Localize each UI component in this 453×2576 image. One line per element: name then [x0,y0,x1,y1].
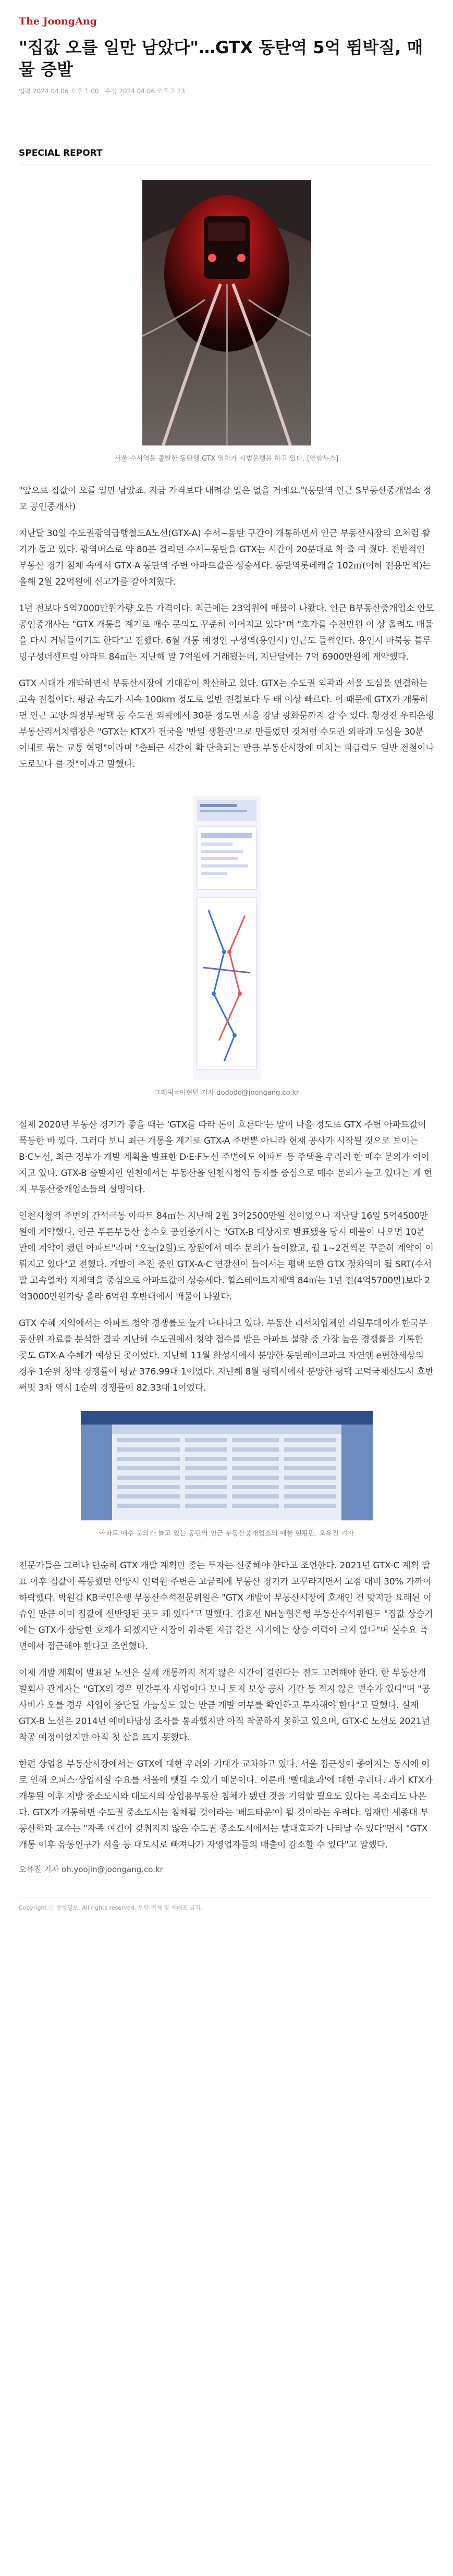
paragraph: GTX 수혜 지역에서는 아파트 청약 경쟁률도 높게 나타나고 있다. 부동산 리서치업체인 리얼투데이가 한국부동산원 자료를 분석한 결과 지난해 수도권에서 청약 접수를 받은 아파트 불량 중 가장 높은 경쟁률을 기록한 곳도 GTX-A 수혜가 예상된 곳이었다. 지난해 11월 화성시에서 분양한 동탄레이크파크 자연앤 e편한세상의 경우 1순위 청약 경쟁률이 평균 376.99대 1이었다. 지난해 8월 평택시에서 분양한 평택 고덕국제신도시 호반써밋 3차 역시 1순위 경쟁률이 82.33대 1이었다. [19,1318,434,1393]
site-logo[interactable]: The JoongAng [19,16,97,27]
article-dates [19,86,434,95]
date-updated: 수정 2024.04.06 오후 2:23 [105,88,185,95]
figure-caption: 서울 수서역을 출발한 동탄행 GTX 열차가 시범운행을 하고 있다. [연합뉴스] [114,455,339,463]
figure-caption: 그래픽=이현민 기자 dododo@joongang.co.kr [154,1089,299,1097]
gtx-route-infographic [193,796,261,1080]
listings-board-photo [81,1411,373,1520]
paragraph: GTX 시대가 개막하면서 부동산시장에 기대감이 확산하고 있다. GTX는 수도권 외곽과 서울 도심을 연결하는 고속 전철이다. 평균 속도가 시속 100km 정도로 일반 전철보다 두 배 이상 빠르다. 이 때문에 GTX가 개통하면 인근 고양·의정부·평택 등 수도권 외곽에서 30분 정도면 서울 강남 광화문까지 갈 수 있다. 황경진 우리은행 부동산리서치랩장은 "GTX는 KTX가 전국을 '반일 생활권'으로 만들었던 것처럼 수도권 외곽과 도심을 30분 이내로 묶는 교통 혁명"이라며 "출퇴근 시간이 확 단축되는 만큼 부동산시장에 미치는 파급력도 일반 전철이나 도로보다 클 것"이라고 말했다. [19,678,434,770]
paragraph: 지난달 30일 수도권광역급행철도A노선(GTX-A) 수서~동탄 구간이 개통하면서 인근 부동산시장의 오처럼 활기가 돌고 있다. 광역버스로 약 80분 걸리던 수서~동탄을 GTX는 시간이 20분대로 확 줄 여 줬다. 전반적인 부동산 경기 침체 속에서 GTX-A 동탄역 주변 아파트값은 상승세다. 동탄역롯데캐슬 102㎡(이하 전용면적)는 올해 2월 22억원에 신고가를 갈아치웠다. [19,528,431,587]
paragraph: 한편 상업용 부동산시장에서는 GTX에 대한 우려와 기대가 교차하고 있다. 서울 접근성이 좋아지는 동시에 이로 인해 오피스·상업시설 수요를 서울에 뺏길 수 있기 때문이다. 이른바 '빨대효과'에 대한 우려다. 과거 KTX가 개통된 이후 지방 중소도시와 대도시의 상업용부동산 침체가 됐던 것을 기억할 필요도 있다는 목소리도 나온다. GTX가 개통하면 수도권 중소도시는 침체될 것이라는 '베드타운'이 될 것이라는 우려다. 임재만 세종대 부동산학과 교수는 "자족 여건이 갖춰지지 않은 수도권 중소도시에서는 빨대효과가 나타날 수 있다"면서 "GTX 개통 이후 유동인구가 서울 등 대도시로 빠져나가 자영업자들의 매출이 감소할 수 있다"고 말했다. [19,1759,433,1850]
paragraph: 실제 2020년 부동산 경기가 좋을 때는 'GTX를 따라 돈이 흐른다'는 말이 나올 정도로 GTX 주변 아파트값이 폭등한 바 있다. 그러다 보니 최근 개통을 계기로 GTX-A 주변뿐 아니라 현재 공사가 시작될 것으로 보이는 B·C노선, 최근 정부가 개발 계획을 발표한 D·E·F노선 주변에도 아파트 등 주택을 우리려 한 매수 문의가 이어지고 있다. GTX-B 출발지인 인천에서는 부동산을 인천시청역 등지를 중심으로 매수 문의가 늘고 있다는 게 현지 부동산중개업소들의 설명이다. [19,1120,433,1195]
figure-caption: 아파트 매수 문의가 늘고 있는 동탄역 인근 부동산중개업소의 매물 현황판. 오유진 기자 [99,1530,354,1538]
figure-graphic [19,796,434,1098]
tunnel-train-photo [142,180,311,445]
article-byline[interactable]: 오유진 기자 oh.yoojin@joongang.co.kr [19,1865,163,1874]
copyright-notice: Copyright ⓒ 중앙일보. All rights reserved. 무단 전재 및 재배포 금지. [19,1904,203,1911]
paragraph: 이제 개발 계획이 발표된 노선은 실제 개통까지 적지 않은 시간이 걸린다는 점도 고려해야 한다. 한 부동산개발회사 관계자는 "GTX의 경우 민간투자 사업이다 보니 토지 보상 공사 기간 등 적지 않은 변수가 있다"며 "공사비가 오를 경우 사업이 중단될 가능성도 있는 만큼 개발 여부를 확인하고 투자해야 한다"고 말했다. 실제 GTX-B 노선은 2014년 예비타당성 조사를 통과했지만 아직 착공하지 못하고 있으며, GTX-C 노선도 2021년 착공 예정이었지만 아직 첫 삽을 뜨지 못했다. [19,1668,430,1743]
figure-tunnel-photo [19,180,434,464]
paragraph: 전문가들은 그러나 단순히 GTX 개발 계획만 좇는 투자는 신중해야 한다고 조언한다. 2021년 GTX-C 계획 발표 이후 집값이 폭등했던 안양시 인덕원 주변은 고금리에 부동산 경기가 고꾸라지면서 고점 대비 30% 가까이 하락했다. 박원갑 KB국민은행 부동산수석전문위원은 "GTX 개발이 부동산시장에 호재인 건 맞지만 요래된 이슈인 만큼 이미 집값에 선반영된 곳도 꽤 있다"고 말했다. 김효선 NH농협은행 부동산수석위원도 "집값 상승기에는 GTX가 상당한 호재가 되겠지만 시장이 위축된 지금 같은 시기에는 상승 여력이 크지 않다"며 실수요 측면에서 접근해야 한다고 조언했다. [19,1561,433,1652]
article-headline: "집값 오를 일만 남았다"…GTX 동탄역 5억 뜀박질, 매물 증발 [19,38,423,79]
body-section-a [19,483,434,665]
body-section-d [19,1558,434,1853]
figure-listings-photo [19,1411,434,1539]
section-label: SPECIAL REPORT [19,148,103,158]
masthead [19,0,434,32]
paragraph: 1년 전보다 5억7000만원가량 오른 가격이다. 최근에는 23억원에 매물이 나왔다. 인근 B부동산중개업소 안모 공인중개사는 "GTX 개통을 계기로 매수 문의도 꾸준히 이어지고 있다"며 "호가를 수천만원 이 상 올려도 매물을 다시 거둬들이기도 한다"고 전했다. 6월 개통 예정인 구성역(용인시) 인근도 들썩인다. 용인시 마북동 블루밍구성더센트럴 아파트 84㎡는 지난해 말 7억원에 거래됐는데, 지난달에는 7억 6900만원에 계약했다. [19,603,434,662]
date-input: 입력 2024.04.06 오후 1:00 [19,88,99,95]
body-section-b [19,676,434,773]
paragraph: 인천시청역 주변의 간석극동 아파트 84㎡는 지난해 2월 3억2500만원 선이었으나 지난달 16일 5억4500만원에 계약했다. 인근 푸른부동산 송수호 공인중개사는 "GTX-B 대상지로 발표됐을 당시 매물이 나오면 10분 만에 계약이 됐던 아파트"라며 "오늘(2일)도 장원에서 매수 문의가 들어왔고, 월 1~2건씩은 꾸준히 계약이 이뤄지고 있다"고 전했다. 개발이 추진 중인 GTX-A·C 연장선이 들어서는 평택 또한 GTX 정차역이 될 SRT(수서발 고속열차) 지제역을 중심으로 아파트값이 상승세다. 힐스테이트지제역 84㎡는 1년 전(4억5700만)보다 2억3000만원가량 올라 6억원 후반대에서 매물이 나왔다. [19,1211,434,1302]
paragraph: "앞으로 집값이 오를 일만 남았죠. 지금 가격보다 내려갈 일은 없을 거예요."(동탄역 인근 S부동산중개업소 정모 공인중개사) [19,486,432,512]
body-section-c [19,1117,434,1396]
